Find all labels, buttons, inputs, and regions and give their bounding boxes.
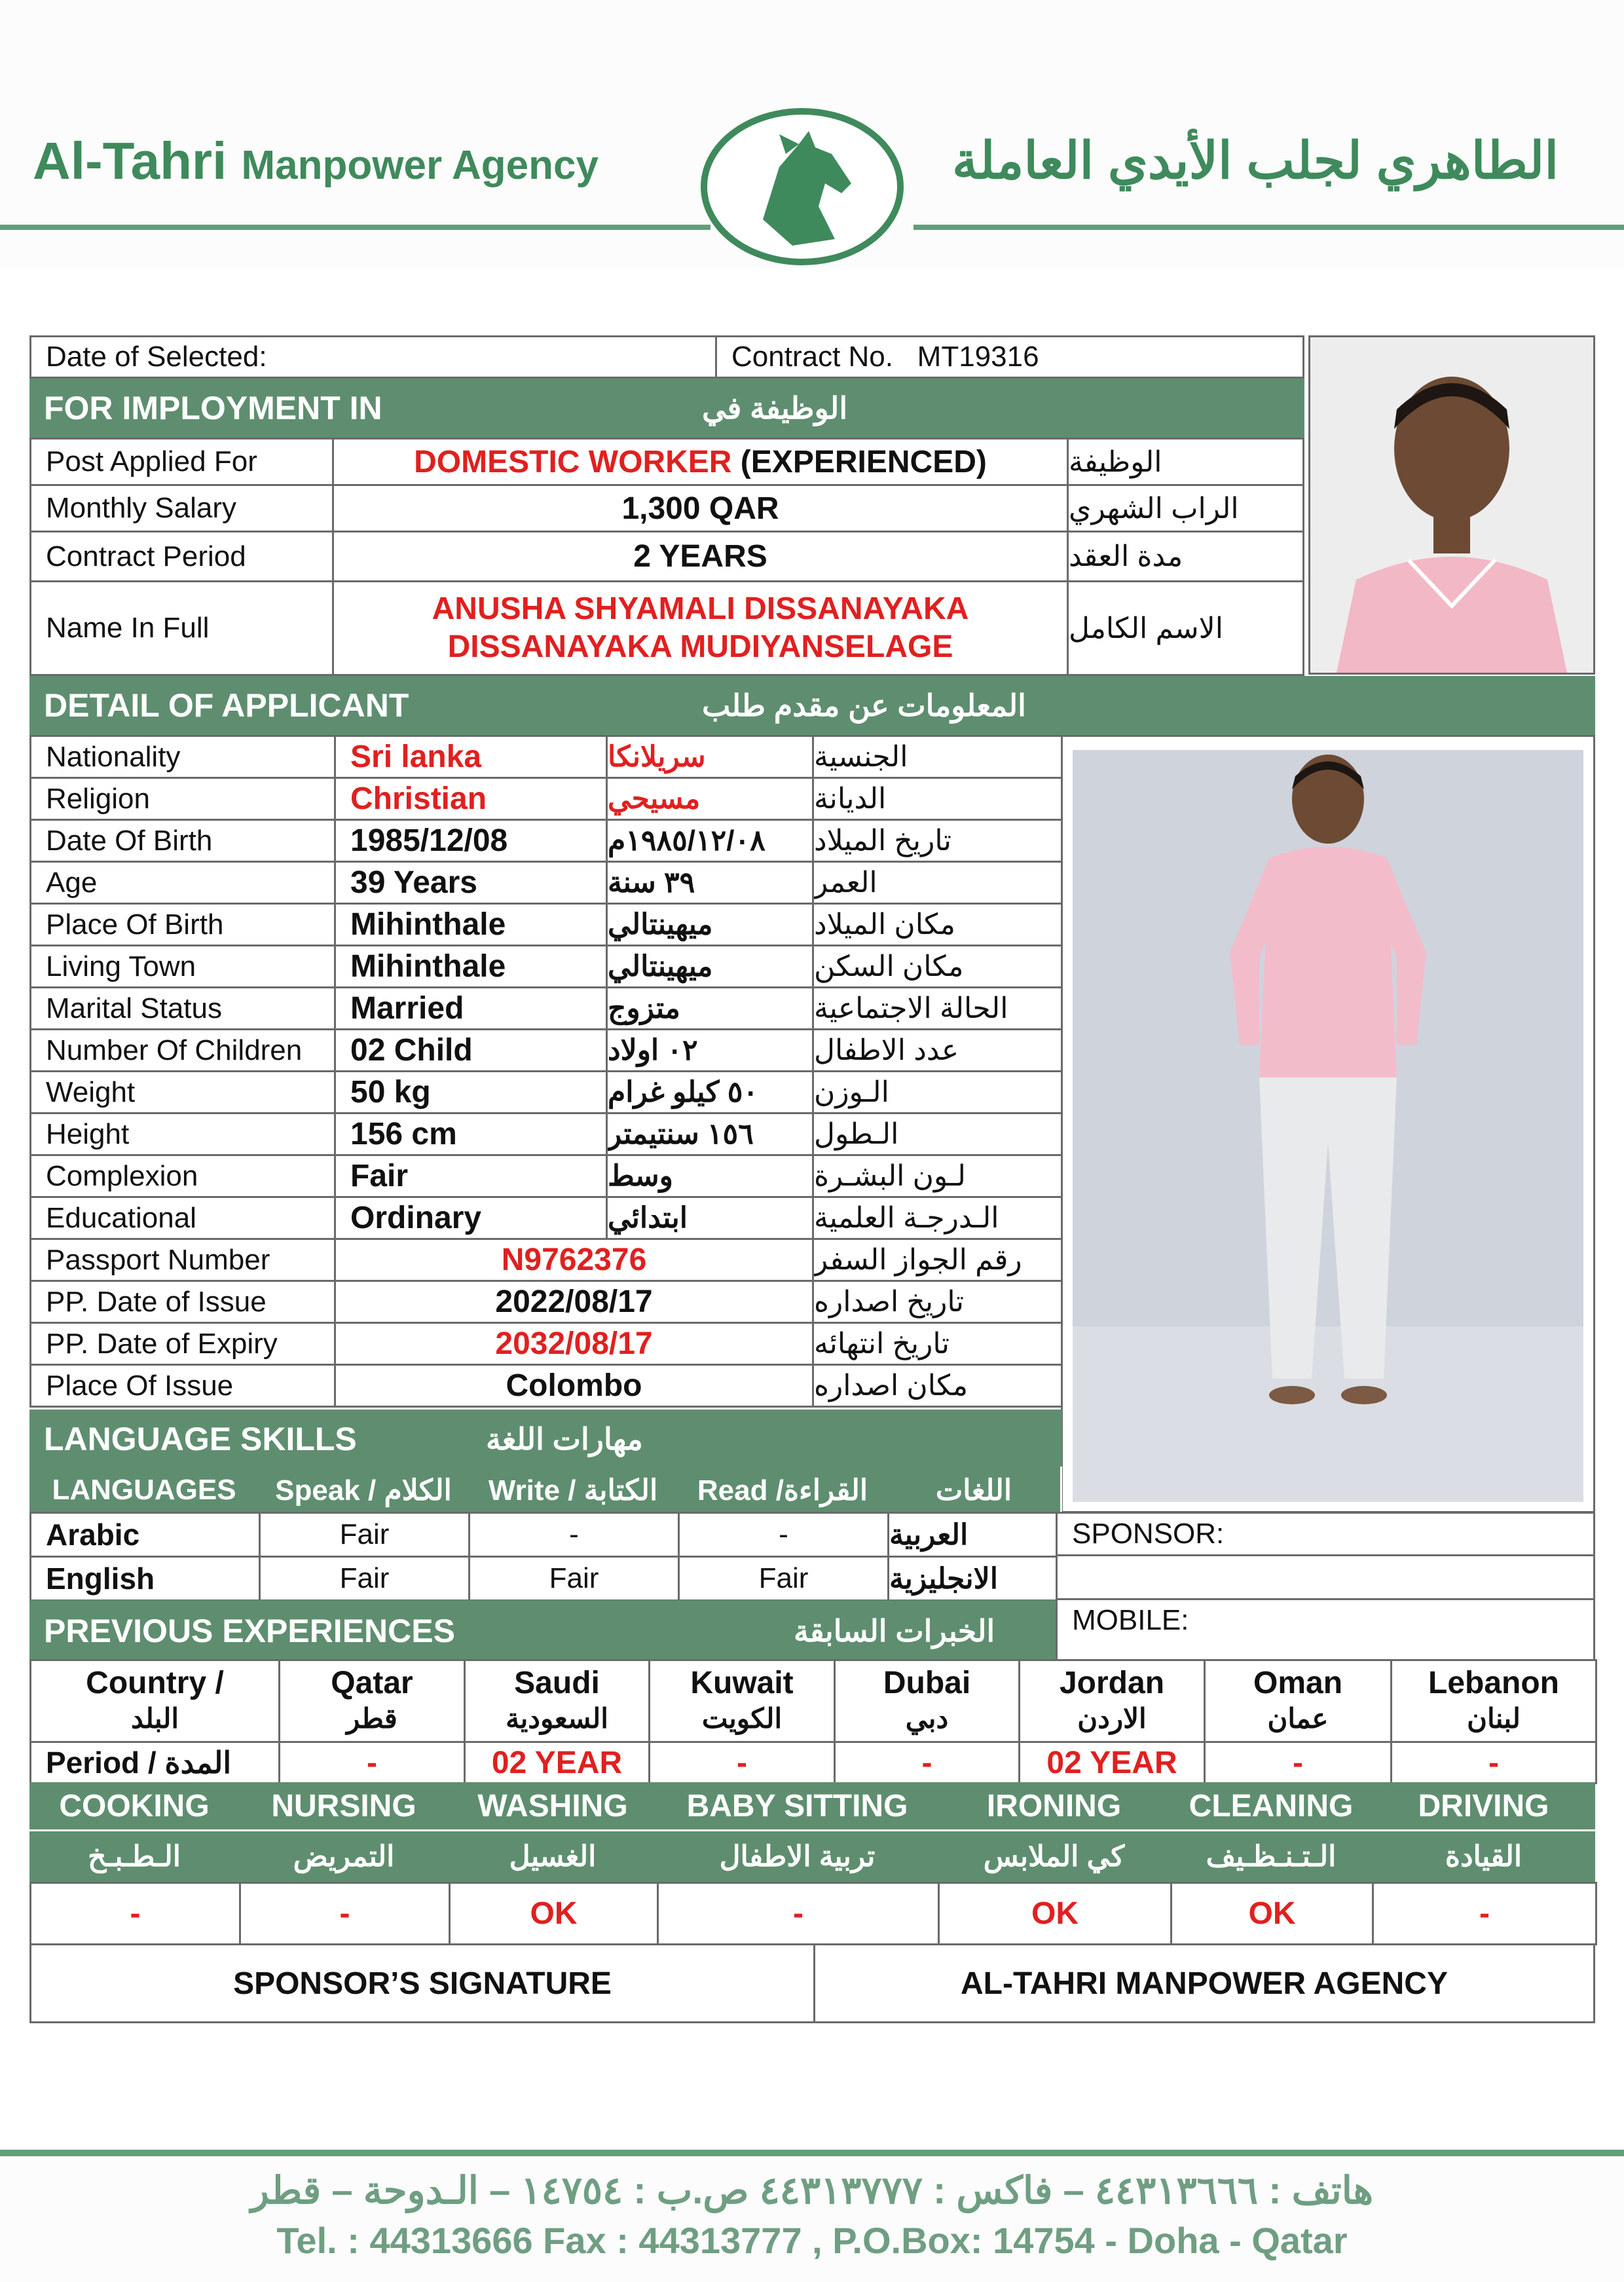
contract-label: Contract No.: [731, 341, 893, 373]
detail-label: Age: [29, 861, 336, 905]
mobile-cell: MOBILE:: [1056, 1598, 1595, 1661]
skill-name-ar: الـطـبـخ: [29, 1829, 239, 1882]
footer-rule: [0, 2150, 1624, 2156]
detail-label: Weight: [29, 1070, 336, 1114]
footer-contact-ar: هاتف : ٤٤٣١٣٦٦٦ – فاكس : ٤٤٣١٣٧٧٧ ص.ب : ١٤٧٥٤ – الـدوحة – قطر: [250, 2169, 1374, 2212]
detail-label-ar: الديانة: [812, 777, 1063, 821]
language-col-header: LANGUAGES: [29, 1467, 261, 1514]
fullbody-photo: [1063, 737, 1593, 1511]
detail-value: Ordinary: [334, 1196, 608, 1240]
passport-label: PP. Date of Issue: [29, 1280, 336, 1324]
skill-name-ar: التمريض: [239, 1829, 449, 1882]
detail-value: Fair: [334, 1154, 608, 1198]
detail-label: Educational: [29, 1196, 336, 1240]
detail-value-ar: ٥٠ كيلو غرام: [606, 1070, 814, 1114]
experience-period: Period / المدة: [29, 1741, 280, 1784]
detail-label: Religion: [29, 777, 336, 821]
fullbody-photo-frame: [1061, 735, 1595, 1513]
detail-value: 1985/12/08: [334, 819, 608, 863]
passport-value: Colombo: [334, 1364, 814, 1408]
experience-header-ar: الخبرات السابقة: [794, 1600, 1056, 1661]
country-name-en: Dubai: [883, 1666, 971, 1700]
date-selected-cell: [29, 335, 717, 379]
language-name-ar: العربية: [887, 1512, 1058, 1558]
experience-period: -: [278, 1741, 466, 1784]
period-label-ar: مدة العقد: [1067, 531, 1304, 582]
detail-label: Number Of Children: [29, 1028, 336, 1072]
skill-value: OK: [1170, 1882, 1374, 1945]
contract-number: MT19316: [917, 341, 1039, 373]
detail-label-ar: الجنسية: [812, 735, 1063, 779]
brand-name-en: Al-Tahri Manpower Agency: [33, 132, 599, 190]
detail-label: Complexion: [29, 1154, 336, 1198]
name-label-ar: الاسم الكامل: [1067, 580, 1304, 676]
detail-label-ar: الحالة الاجتماعية: [812, 986, 1063, 1030]
detail-label-ar: العمر: [812, 861, 1063, 905]
detail-label-ar: عدد الاطفال: [812, 1028, 1063, 1072]
experience-country: [648, 1659, 836, 1743]
detail-value-ar: سريلانكا: [606, 735, 814, 779]
experience-country: [464, 1659, 650, 1743]
employment-header: FOR IMPLOYMENT IN: [29, 379, 704, 438]
country-name-en: Jordan: [1059, 1666, 1165, 1700]
country-name-ar: عمان: [1267, 1703, 1329, 1734]
skill-name-ar: كي الملابس: [938, 1829, 1170, 1882]
country-name-ar: دبي: [905, 1703, 949, 1734]
detail-value: Mihinthale: [334, 945, 608, 988]
language-name: Arabic: [29, 1512, 261, 1558]
sponsor-blank-cell: [1056, 1554, 1595, 1600]
country-name-en: Qatar: [331, 1666, 413, 1700]
country-name-en: Country /: [86, 1666, 224, 1700]
experience-country: [1018, 1659, 1206, 1743]
passport-value: N9762376: [334, 1238, 814, 1282]
skill-name: WASHING: [449, 1782, 657, 1829]
language-read: -: [678, 1512, 889, 1558]
horse-logo: [701, 108, 904, 265]
language-header: LANGUAGE SKILLS: [29, 1410, 488, 1468]
detail-label-ar: الـدرجـة العلمية: [812, 1196, 1063, 1240]
full-name-value: ANUSHA SHYAMALI DISSANAYAKA DISSANAYAKA MUDIYANSELAGE: [332, 580, 1069, 676]
skill-value: -: [29, 1882, 241, 1945]
detail-label: Living Town: [29, 945, 336, 988]
detail-label-ar: الـوزن: [812, 1070, 1063, 1114]
detail-value: Christian: [334, 777, 608, 821]
passport-label: PP. Date of Expiry: [29, 1322, 336, 1366]
detail-value-ar: وسط: [606, 1154, 814, 1198]
footer-contact-en: Tel. : 44313666 Fax : 44313777 , P.O.Box: 14754 - Doha - Qatar: [276, 2220, 1348, 2261]
skill-name: CLEANING: [1170, 1782, 1372, 1829]
detail-value: 39 Years: [334, 861, 608, 905]
detail-value: Sri lanka: [334, 735, 608, 779]
skill-name-ar: تربية الاطفال: [657, 1829, 938, 1882]
language-col-header: Write / الكتابة: [468, 1467, 680, 1514]
name-label: Name In Full: [29, 580, 334, 676]
applicant-header-ar: المعلومات عن مقدم طلب: [702, 676, 1595, 735]
country-name-ar: قطر: [346, 1703, 397, 1734]
experience-country: [278, 1659, 466, 1743]
country-name-en: Saudi: [514, 1666, 600, 1700]
country-name-ar: البلد: [130, 1703, 179, 1734]
period-value: 2 YEARS: [332, 531, 1069, 582]
language-write: Fair: [468, 1556, 680, 1601]
employment-header-ar: الوظيفة في: [702, 379, 1304, 438]
passport-label-ar: مكان اصداره: [812, 1364, 1063, 1408]
passport-label-ar: تاريخ انتهائه: [812, 1322, 1063, 1366]
language-speak: Fair: [259, 1556, 470, 1601]
detail-label-ar: مكان الميلاد: [812, 903, 1063, 946]
detail-value-ar: ١٩٨٥/١٢/٠٨م: [606, 819, 814, 863]
skill-name: NURSING: [239, 1782, 449, 1829]
detail-value-ar: ابتدائي: [606, 1196, 814, 1240]
skill-name-ar: الـتـنـظـيف: [1170, 1829, 1372, 1882]
experience-period: -: [834, 1741, 1020, 1784]
salary-label: Monthly Salary: [29, 484, 334, 533]
detail-value: 02 Child: [334, 1028, 608, 1072]
passport-label-ar: تاريخ اصداره: [812, 1280, 1063, 1324]
detail-value: 50 kg: [334, 1070, 608, 1114]
sponsor-signature-cell: SPONSOR’S SIGNATURE: [29, 1943, 815, 2023]
sponsor-cell: SPONSOR:: [1056, 1512, 1595, 1556]
experience-country: [1390, 1659, 1597, 1743]
country-name-ar: لبنان: [1467, 1703, 1521, 1734]
language-header-ar: مهارات اللغة: [486, 1410, 1062, 1468]
language-write: -: [468, 1512, 680, 1558]
experience-period: 02 YEAR: [1018, 1741, 1206, 1784]
passport-value: 2022/08/17: [334, 1280, 814, 1324]
skill-name-ar: الغسيل: [449, 1829, 657, 1882]
passport-label-ar: رقم الجواز السفر: [812, 1238, 1063, 1282]
language-col-header: Speak / الكلام: [259, 1467, 470, 1514]
experience-header: PREVIOUS EXPERIENCES: [29, 1600, 796, 1661]
language-name-ar: الانجليزية: [887, 1556, 1058, 1601]
detail-label-ar: مكان السكن: [812, 945, 1063, 988]
header-rule-right: [913, 225, 1624, 230]
detail-value-ar: ميهينتالي: [606, 903, 814, 946]
experience-country: [1204, 1659, 1392, 1743]
skill-value: OK: [938, 1882, 1172, 1945]
salary-label-ar: الراب الشهري: [1067, 484, 1304, 533]
language-name: English: [29, 1556, 261, 1601]
skill-value: -: [1372, 1882, 1597, 1945]
experience-country: [29, 1659, 280, 1743]
detail-value: Married: [334, 986, 608, 1030]
detail-label: Date Of Birth: [29, 819, 336, 863]
skill-name: IRONING: [938, 1782, 1170, 1829]
skill-value: OK: [449, 1882, 659, 1945]
detail-value-ar: متزوج: [606, 986, 814, 1030]
salary-value: 1,300 QAR: [332, 484, 1069, 533]
passport-value: 2032/08/17: [334, 1322, 814, 1366]
country-name-en: Kuwait: [690, 1666, 794, 1700]
detail-label-ar: لـون البشـرة: [812, 1154, 1063, 1198]
period-label: Contract Period: [29, 531, 334, 582]
skill-name-ar: القيادة: [1372, 1829, 1595, 1882]
detail-value-ar: ١٥٦ سنتيمتر: [606, 1112, 814, 1156]
language-col-header: Read /القراءة: [678, 1467, 889, 1514]
post-label-ar: الوظيفة: [1067, 438, 1304, 486]
passport-label: Passport Number: [29, 1238, 336, 1282]
detail-value-ar: ٠٢ اولاد: [606, 1028, 814, 1072]
post-label: Post Applied For: [29, 438, 334, 486]
skill-name: COOKING: [29, 1782, 239, 1829]
contract-cell: [715, 335, 1304, 379]
language-col-header: اللغات: [887, 1467, 1062, 1514]
skill-name: BABY SITTING: [657, 1782, 938, 1829]
skill-name: DRIVING: [1372, 1782, 1595, 1829]
experience-period: -: [1204, 1741, 1392, 1784]
skill-value: -: [657, 1882, 940, 1945]
passport-label: Place Of Issue: [29, 1364, 336, 1408]
date-selected-label: Date of Selected:: [46, 341, 267, 373]
detail-value-ar: ميهينتالي: [606, 945, 814, 988]
country-name-ar: الكويت: [701, 1703, 783, 1734]
country-name-ar: السعودية: [506, 1703, 608, 1734]
detail-label: Place Of Birth: [29, 903, 336, 946]
experience-country: [834, 1659, 1020, 1743]
experience-period: -: [1390, 1741, 1597, 1784]
portrait-photo-frame: [1308, 335, 1595, 675]
detail-value: 156 cm: [334, 1112, 608, 1156]
detail-label: Marital Status: [29, 986, 336, 1030]
experience-period: 02 YEAR: [464, 1741, 650, 1784]
brand-name-ar: الطاهري لجلب الأيدي العاملة: [951, 132, 1559, 189]
portrait-photo: [1310, 337, 1593, 673]
country-name-en: Lebanon: [1428, 1666, 1559, 1700]
country-name-en: Oman: [1253, 1666, 1343, 1700]
applicant-header: DETAIL OF APPLICANT: [29, 676, 704, 735]
experience-period: -: [648, 1741, 836, 1784]
skill-value: -: [239, 1882, 451, 1945]
detail-label-ar: الـطول: [812, 1112, 1063, 1156]
post-value: DOMESTIC WORKER (EXPERIENCED): [332, 438, 1069, 486]
language-speak: Fair: [259, 1512, 470, 1558]
language-read: Fair: [678, 1556, 889, 1601]
agency-signature-cell: AL-TAHRI MANPOWER AGENCY: [813, 1943, 1595, 2023]
detail-label-ar: تاريخ الميلاد: [812, 819, 1063, 863]
header-rule-left: [0, 225, 710, 230]
detail-value: Mihinthale: [334, 903, 608, 946]
detail-value-ar: ٣٩ سنة: [606, 861, 814, 905]
detail-label: Nationality: [29, 735, 336, 779]
detail-label: Height: [29, 1112, 336, 1156]
country-name-ar: الاردن: [1077, 1703, 1147, 1734]
detail-value-ar: مسيحي: [606, 777, 814, 821]
